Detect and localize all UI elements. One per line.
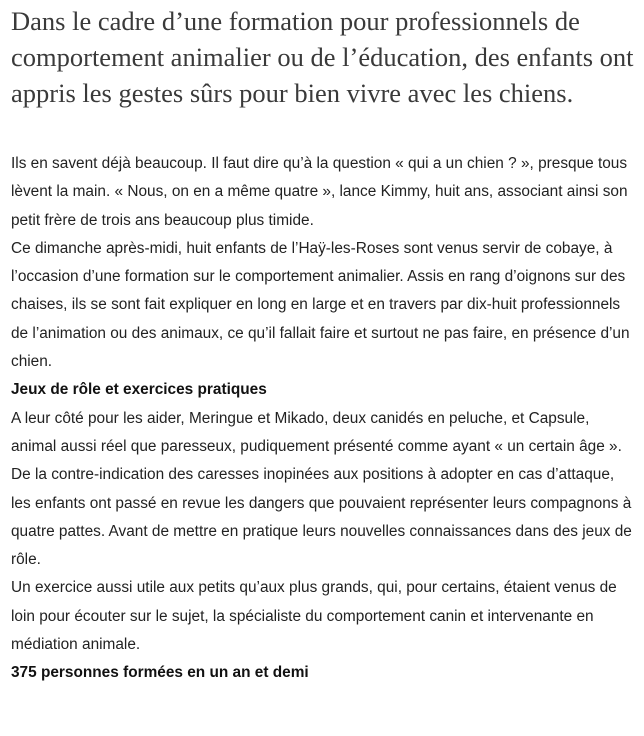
article (11, 0, 637, 688)
subheading-trained-people: 375 personnes formées en un an et demi (11, 664, 309, 682)
paragraph-plush-dogs: A leur côté pour les aider, Meringue et Mikado, deux canidés en peluche, et Capsule, animal aussi réel que paresseux, pudiquement présenté comme ayant « un certain âge ». (11, 409, 622, 455)
paragraph-exercise: Un exercice aussi utile aux petits qu’aux plus grands, qui, pour certains, étaient venus de loin pour écouter sur le sujet, la spécialiste du comportement canin et intervenante en médiation animale. (11, 579, 617, 654)
paragraph-intro: Ils en savent déjà beaucoup. Il faut dire qu’à la question « qui a un chien ? », presque tous lèvent la main. « Nous, on en a même quatre », lance Kimmy, huit ans, associant ainsi son petit frère de trois ans beaucoup plus timide. (11, 155, 628, 229)
paragraph-dangers: De la contre-indication des caresses inopinées aux positions à adopter en cas d’attaque, les enfants ont passé en revue les dangers que pouvaient représenter leurs compagnons à quatre pattes. Avant de mettre en pratique leurs nouvelles connaissances dans des jeux de rôle. (11, 466, 632, 569)
article-lead: Dans le cadre d’une formation pour professionnels de comportement animalier ou de l’éducation, des enfants ont appris les gestes sûrs pour bien vivre avec les chiens. (11, 6, 634, 108)
paragraph-context: Ce dimanche après-midi, huit enfants de l’Haÿ-les-Roses sont venus servir de cobaye, à l’occasion d’une formation sur le comportement animalier. Assis en rang d’oignons sur des chaises, ils se sont fait expliquer en long en large et en travers par dix-huit professionnels de l’animation ou des animaux, ce qu’il fallait faire et surtout ne pas faire, en présence d’un chien. (11, 239, 630, 371)
subheading-role-play: Jeux de rôle et exercices pratiques (11, 381, 267, 399)
article-body (11, 150, 637, 688)
